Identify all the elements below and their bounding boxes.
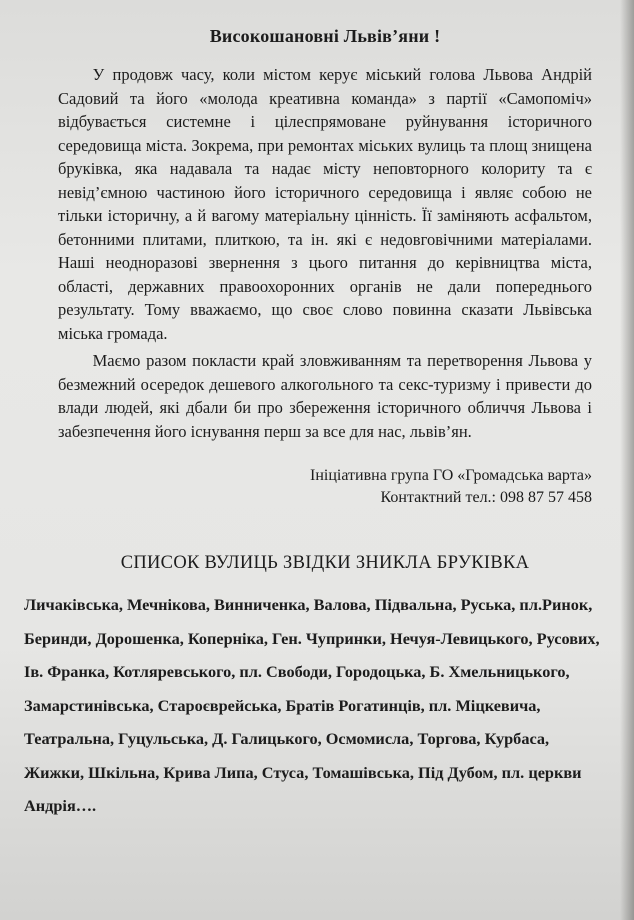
signature-contact-phone: Контактний тел.: 098 87 57 458 — [380, 489, 592, 506]
signature-organization: Ініціативна група ГО «Громадська варта» — [310, 467, 592, 484]
street-list-text: Личаківська, Мечнікова, Винниченка, Валова, Підвальна, Руська, пл.Ринок, Беринди, Дорошенка, Коперніка, Ген. Чупринки, Нечуя-Левицького, Русових, Ів. Франка, Котляревського, пл. Свободи, Городоцька, Б. Хмельницького, Замарстинівська, Староєврейська, Братів Рогатинців, пл. Міцкевича, Театральна, Гуцульська, Д. Галицького, Осмомисла, Торгова, Курбаса, Жижки, Шкільна, Крива Липа, Стуса, Томашівська, Під Дубом, пл. церкви Андрія…. — [24, 595, 600, 815]
street-list-title: СПИСОК ВУЛИЦЬ ЗВІДКИ ЗНИКЛА БРУКІВКА — [120, 553, 530, 573]
signature-block — [58, 465, 592, 509]
letter-paragraph-1: У продовж часу, коли містом керує міський голова Львова Андрій Садовий та його «молода креативна команда» з партії «Самопоміч» відбувається системне і цілеспрямоване руйнування історичного середовища міста. Зокрема, при ремонтах міських вулиць та площ знищена бруківка, яка надавала та надає місту неповторного колориту та є невід’ємною частиною його історичного середовища і являє собою не тільки історичну, а й вагому матеріальну цінність. Її заміняють асфальтом, бетонними плитами, плиткою, та ін. які є недовговічними матеріалами. Наші неодноразові звернення з цього питання до керівництва міста, області, державних правоохоронних органів не дали попереднього результату. Тому вважаємо, що своє слово повинна сказати Львівська міська громада. — [58, 65, 592, 343]
letter-title: Високошановні Львів’яни ! — [209, 26, 441, 46]
letter-paragraph-2: Маємо разом покласти край зловживанням та перетворення Львова у безмежний осередок дешевого алкогольного та секс-туризму і привести до влади людей, які дбали би про збереження історичного обличчя Львова і забезпечення його існування перш за все для нас, львів’ян. — [58, 351, 592, 441]
